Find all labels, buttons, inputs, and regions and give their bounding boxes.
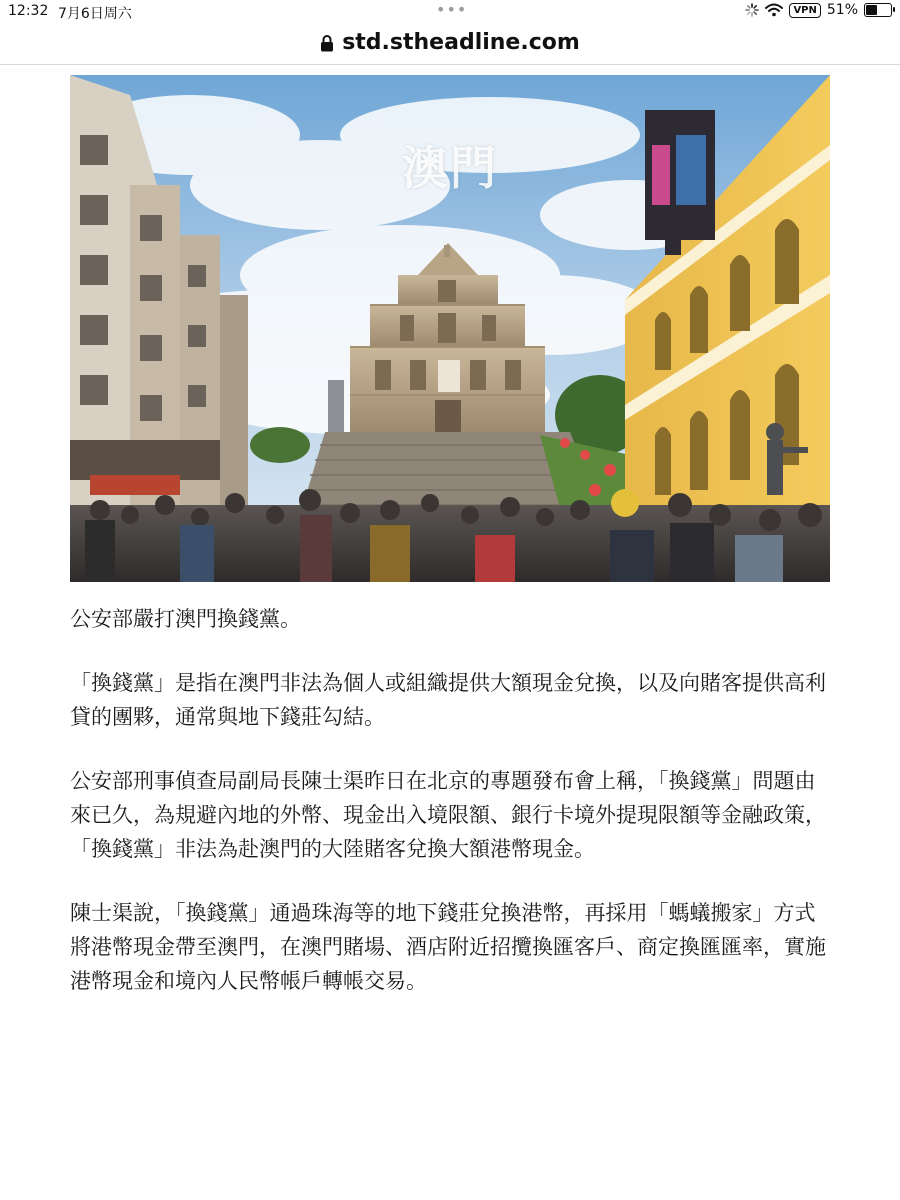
vpn-badge: VPN <box>789 3 820 18</box>
article-paragraph: 「換錢黨」是指在澳門非法為個人或組織提供大額現金兌換，以及向賭客提供高利貸的團夥，通常與地下錢莊勾結。 <box>70 671 826 729</box>
article-hero-image <box>70 75 830 582</box>
article-paragraph: 公安部嚴打澳門換錢黨。 <box>70 607 301 631</box>
multitasking-dots-icon[interactable]: ••• <box>436 0 468 19</box>
article-paragraph: 公安部刑事偵查局副局長陳士渠昨日在北京的專題發布會上稱，「換錢黨」問題由來已久，為規避內地的外幣、現金出入境限額、銀行卡境外提現限額等金融政策，「換錢黨」非法為赴澳門的大陸賭客兌換大額港幣現金。 <box>70 769 826 861</box>
image-caption-overlay: 澳門 <box>402 141 498 195</box>
article-paragraph: 陳士渠說，「換錢黨」通過珠海等的地下錢莊兌換港幣，再採用「螞蟻搬家」方式將港幣現金帶至澳門，在澳門賭場、酒店附近招攬換匯客戶、商定換匯匯率，實施港幣現金和境內人民幣帳戶轉帳交易。 <box>70 901 826 993</box>
battery-percent: 51% <box>826 2 858 18</box>
status-time: 12:32 <box>8 3 49 19</box>
lock-icon <box>320 34 334 52</box>
status-date: 7月6日周六 <box>58 6 132 22</box>
url-text: std.stheadline.com <box>342 29 580 55</box>
battery-icon <box>864 3 892 17</box>
address-bar[interactable] <box>0 20 900 65</box>
wifi-icon <box>765 3 783 17</box>
url-display[interactable] <box>320 30 580 55</box>
article-body <box>70 602 832 1028</box>
loading-spinner-icon <box>745 3 759 17</box>
status-indicators <box>745 2 892 18</box>
